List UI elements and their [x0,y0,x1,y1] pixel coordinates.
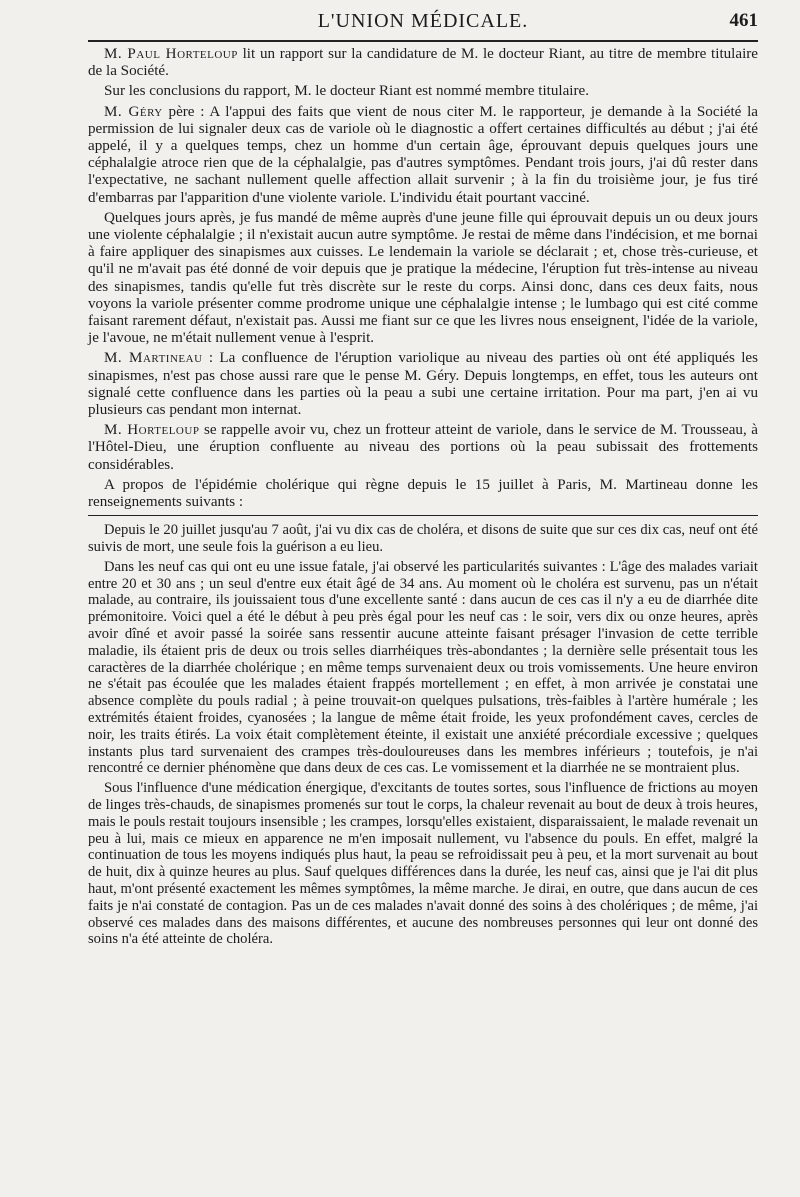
speaker-name: M. Martineau [104,350,203,367]
paragraph [88,210,758,348]
paragraph-text: Sur les conclusions du rapport, M. le docteur Riant est nommé membre titulaire. [104,83,589,100]
paragraph-text: A propos de l'épidémie cholérique qui règne depuis le 15 juillet à Paris, M. Martineau donne les renseignements suivants : [88,476,758,511]
paragraph-text: se rappelle avoir vu, chez un frotteur atteint de variole, dans le service de M. Trousseau, à l'Hôtel-Dieu, une éruption confluente au niveau des portions où la peau subissait des frottements considérables. [88,422,758,473]
report-paragraph: Depuis le 20 juillet jusqu'au 7 août, j'ai vu dix cas de choléra, et disons de suite que sur ces dix cas, neuf ont été suivis de mort, une seule fois la guérison a eu lieu. [88,522,758,556]
speaker-name: M. Horteloup [104,422,200,439]
paragraph-text: : La confluence de l'éruption variolique au niveau des parties où ont été appliqués les sinapismes, n'est pas chose aussi rare que le pense M. Géry. Depuis longtemps, en effet, tous les auteurs ont signalé cette confluence dans les parties où la peau a subi une certaine irritation. Pour ma part, j'en ai vu plusieurs cas pendant mon internat. [88,350,758,419]
paragraph [88,104,758,207]
running-title: L'UNION MÉDICALE. [317,10,529,32]
paragraph-text: lit un rapport sur la candidature de M. le docteur Riant, au titre de membre titulaire de la Société. [88,46,758,80]
page-body [88,46,758,951]
report-paragraph: Sous l'influence d'une médication énergique, d'excitants de toutes sortes, sous l'influence de frictions au moyen de linges très-chauds, de sinapismes promenés sur tout le corps, la chaleur revenait au bout de deux à trois heures, mais le pouls restait toujours insensible ; les crampes, lorsqu'elles existaient, disparaissaient, le malade revenait un peu à lui, mais ce mieux en apparence ne m'en imposait nullement, vu l'absence du pouls. En effet, malgré la continuation de tous les moyens indiqués plus haut, la peau se refroidissait peu à peu, et la mort survenait au bout de huit, dix à quinze heures au plus. Sauf quelques différences dans la durée, les neuf cas, ainsi que je l'ai dit plus haut, m'ont présenté exactement les mêmes symptômes, la même marche. Je dirai, en outre, que dans aucun de ces faits je n'ai constaté de contagion. Pas un de ces malades n'avait donné des soins à des cholériques ; de même, j'ai observé ces malades dans des maisons différentes, et aucune des nombreuses personnes qui leur ont donné des soins n'a été atteinte de choléra. [88,780,758,948]
speaker-name: M. Paul Horteloup [104,46,238,62]
paragraph [88,477,758,511]
paragraph-text: père : A l'appui des faits que vient de nous citer M. le rapporteur, je demande à la Société la permission de lui signaler deux cas de variole où le diagnostic a offert certaines difficultés au début ; j'ai été appelé, il y a quelques temps, chez un homme d'un certain âge, éprouvant depuis quelques jours une céphalalgie atroce rien que de la céphalalgie, pas d'autres symptômes. Pendant trois jours, j'ai dû rester dans l'expectative, ne sachant nullement quelle affection allait survenir ; à la fin du troisième jour, je fus tiré d'embarras par l'apparition d'une violente variole. L'individu était pourtant vacciné. [88,103,758,206]
section-rule [88,515,758,516]
paragraph [88,83,758,100]
header-rule [88,40,758,42]
page-header [88,6,758,36]
paragraph-text: Quelques jours après, je fus mandé de même auprès d'une jeune fille qui éprouvait depuis un ou deux jours une violente céphalalgie ; il n'existait aucun autre symptôme. Je restai de même dans l'indécision, et me bornai à faire appliquer des sinapismes aux cuisses. Le lendemain la variole se déclarait ; et, chose très-curieuse, et qu'il ne m'avait pas été donné de voir depuis que je pratique la médecine, l'éruption fut très-intense au niveau des sinapismes, tandis qu'elle fut très discrète sur le reste du corps. Ainsi donc, dans ces deux faits, nous voyons la variole présenter comme prodrome unique une céphalalgie intense ; le lumbago qui est cité comme faisant rarement défaut, n'existait pas. Aussi me fiant sur ce que les livres nous enseignent, l'idée de la variole, je l'avoue, ne m'était nullement venue à l'esprit. [88,209,758,347]
report-section [88,522,758,948]
page-number: 461 [729,10,758,31]
speaker-name: M. Géry [104,103,163,120]
paragraph [88,46,758,80]
report-paragraph: Dans les neuf cas qui ont eu une issue fatale, j'ai observé les particularités suivantes : L'âge des malades variait entre 20 et 30 ans ; un seul d'entre eux était âgé de 34 ans. Au moment où le choléra est survenu, pas un n'était malade, au contraire, ils jouissaient tous d'une excellente santé : dans aucun de ces cas il n'y a eu de diarrhée dite prémonitoire. Voici quel a été le début à peu près égal pour les neuf cas : le soir, vers dix ou onze heures, après avoir dîné et avoir passé la soirée sans ressentir aucune atteinte faisant présager l'invasion de cette terrible maladie, ils étaient pris de deux ou trois selles diarrhéiques très-abondantes ; la dernière selle présentait tous les caractères de la diarrhée cholérique ; en même temps survenaient deux ou trois vomissements. Une heure environ ne s'était pas écoulée que les malades étaient frappés mortellement ; en effet, à mon arrivée je constatai une absence complète du pouls radial ; à peine trouvait-on quelques pulsations, très-faibles à l'artère humérale ; les extrémités étaient froides, cyanosées ; la langue de même était froide, les yeux profondément caves, cercles de noir, les traits étirés. La voix était complètement éteinte, il existait une anxiété précordiale excessive ; quelques instants plus tard survenaient des crampes très-douloureuses dans les membres inférieurs ; toutefois, je n'ai rencontré ce dernier phénomène que dans deux de ces cas. Le vomissement et la diarrhée ne se montraient plus. [88,558,758,777]
paragraph [88,350,758,419]
paragraph [88,422,758,474]
